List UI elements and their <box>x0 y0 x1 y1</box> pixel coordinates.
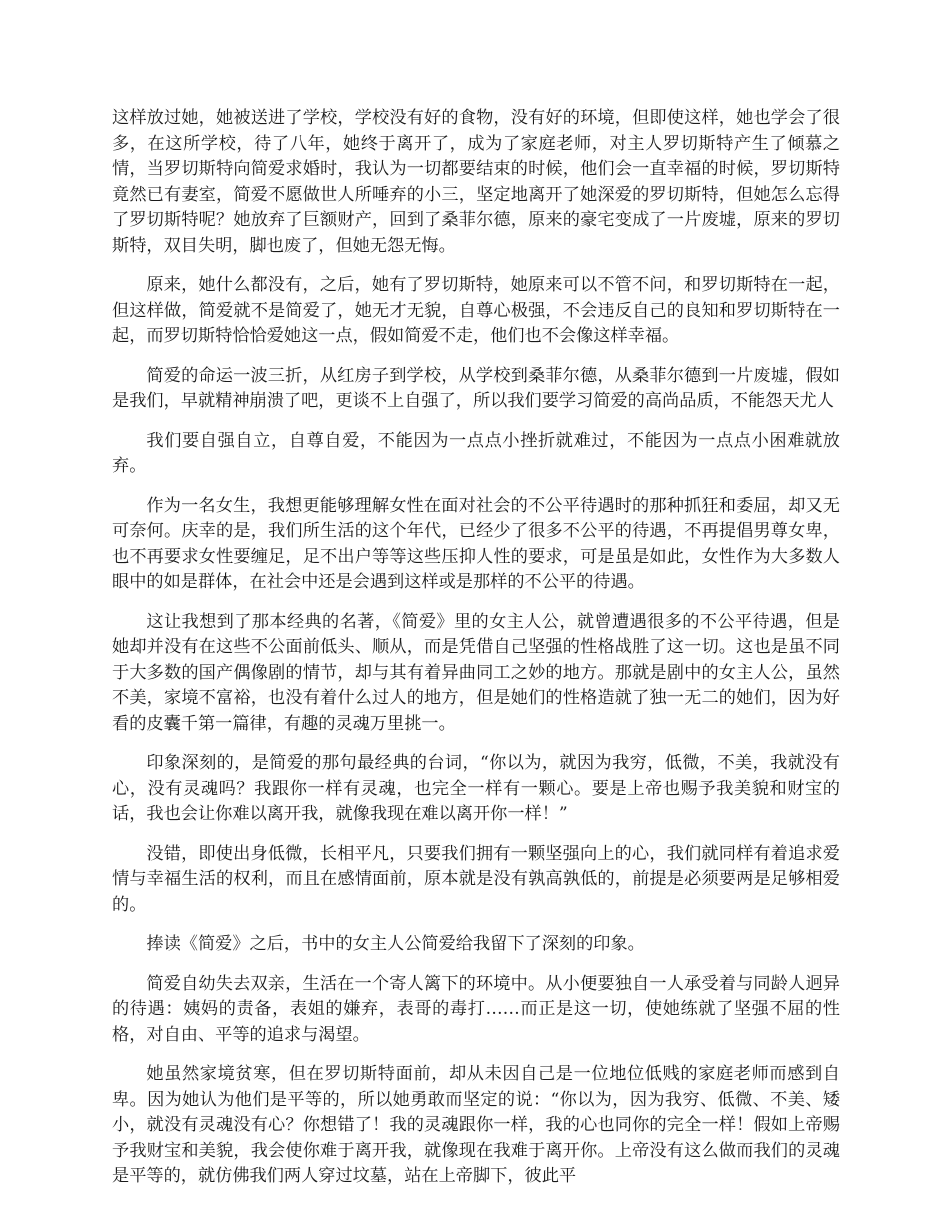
paragraph-1: 这样放过她，她被送进了学校，学校没有好的食物，没有好的环境，但即使这样，她也学会了很多，在这所学校，待了八年，她终于离开了，成为了家庭老师，对主人罗切斯特产生了倾慕之情，当罗切斯特向简爱求婚时，我认为一切都要结束的时候，他们会一直幸福的时候，罗切斯特竟然已有妻室，简爱不愿做世人所唾弃的小三，坚定地离开了她深爱的罗切斯特，但她怎么忘得了罗切斯特呢？她放弃了巨额财产，回到了桑菲尔德，原来的豪宅变成了一片废墟，原来的罗切斯特，双目失明，脚也废了，但她无怨无悔。 <box>112 108 840 256</box>
paragraph-9: 捧读《简爱》之后，书中的女主人公简爱给我留下了深刻的印象。 <box>146 934 645 954</box>
paragraph-8: 没错，即使出身低微，长相平凡，只要我们拥有一颗坚强向上的心，我们就同样有着追求爱情与幸福生活的权利，而且在感情面前，原本就是没有孰高孰低的，前提是必须要两是足够相爱的。 <box>112 843 840 915</box>
paragraph-4: 我们要自强自立，自尊自爱，不能因为一点点小挫折就难过，不能因为一点点小困难就放弃。 <box>112 430 840 476</box>
paragraph-10: 简爱自幼失去双亲，生活在一个寄人篱下的环境中。从小便要独自一人承受着与同龄人迥异的待遇：姨妈的责备，表姐的嫌弃，表哥的毒打……而正是这一切，使她练就了坚强不屈的性格，对自由、平等的追求与渴望。 <box>112 973 840 1045</box>
paragraph-11: 她虽然家境贫寒，但在罗切斯特面前，却从未因自己是一位地位低贱的家庭老师而感到自卑。因为她认为他们是平等的，所以她勇敢而坚定的说：“你以为，因为我穷、低微、不美、矮小，就没有灵魂没有心？你想错了！我的灵魂跟你一样，我的心也同你的完全一样！假如上帝赐予我财宝和美貌，我会使你难于离开我，就像现在我难于离开你。上帝没有这么做而我们的灵魂是平等的，就仿佛我们两人穿过坟墓，站在上帝脚下，彼此平 <box>112 1064 840 1186</box>
paragraph-2: 原来，她什么都没有，之后，她有了罗切斯特，她原来可以不管不问，和罗切斯特在一起，但这样做，简爱就不是简爱了，她无才无貌，自尊心极强，不会违反自己的良知和罗切斯特在一起，而罗切斯特恰恰爱她这一点，假如简爱不走，他们也不会像这样幸福。 <box>112 275 840 346</box>
paragraph-7: 印象深刻的，是简爱的那句最经典的台词，“你以为，就因为我穷，低微，不美，我就没有心，没有灵魂吗？我跟你一样有灵魂，也完全一样有一颗心。要是上帝也赐予我美貌和财宝的话，我也会让你难以离开我，就像我现在难以离开你一样！” <box>112 753 840 824</box>
paragraph-5: 作为一名女生，我想更能够理解女性在面对社会的不公平待遇时的那种抓狂和委屈，却又无可奈何。庆幸的是，我们所生活的这个年代，已经少了很多不公平的待遇，不再提倡男尊女卑，也不再要求女性要缠足，足不出户等等这些压抑人性的要求，可是虽是如此，女性作为大多数人眼中的如是群体，在社会中还是会遇到这样或是那样的不公平的待遇。 <box>112 495 840 592</box>
paragraph-6: 这让我想到了那本经典的名著，《简爱》里的女主人公，就曾遭遇很多的不公平待遇，但是她却并没有在这些不公面前低头、顺从，而是凭借自己坚强的性格战胜了这一切。这也是虽不同于大多数的国产偶像剧的情节，却与其有着异曲同工之妙的地方。那就是剧中的女主人公，虽然不美，家境不富裕，也没有着什么过人的地方，但是她们的性格造就了独一无二的她们，因为好看的皮囊千第一篇律，有趣的灵魂万里挑一。 <box>112 611 840 734</box>
document-body <box>112 106 840 1204</box>
paragraph-3: 简爱的命运一波三折，从红房子到学校，从学校到桑菲尔德，从桑菲尔德到一片废墟，假如是我们，早就精神崩溃了吧，更谈不上自强了，所以我们要学习简爱的高尚品质，不能怨天尤人 <box>112 365 840 411</box>
